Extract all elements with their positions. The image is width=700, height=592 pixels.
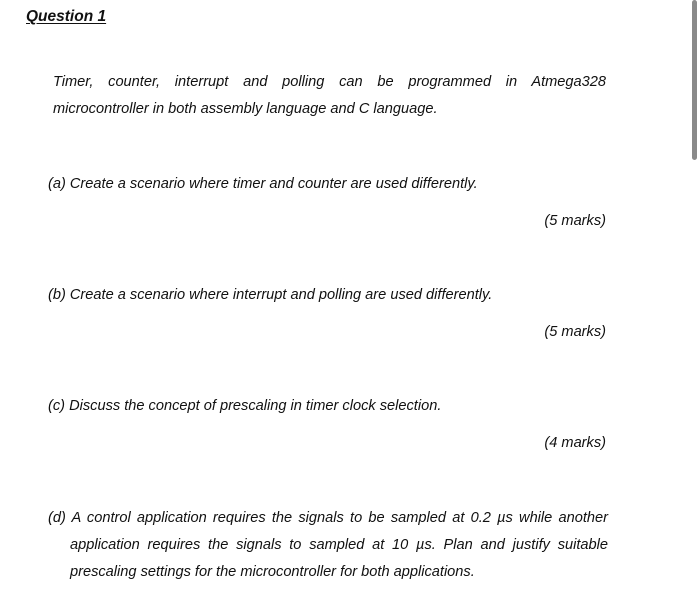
vertical-scrollbar[interactable] (692, 0, 697, 160)
part-b-marks: (5 marks) (544, 324, 606, 340)
part-c-marks: (4 marks) (544, 435, 606, 451)
question-intro (53, 69, 606, 123)
intro-line-1: Timer, counter, interrupt and polling can be programmed in Atmega328 (53, 74, 606, 90)
intro-line-2: microcontroller in both assembly language and C language. (53, 101, 438, 117)
part-a-marks: (5 marks) (544, 213, 606, 229)
question-title: Question 1 (26, 8, 107, 25)
part-d-line-3: prescaling settings for the microcontroller for both applications. (70, 564, 475, 580)
part-d (48, 505, 608, 586)
part-c-text: (c) Discuss the concept of prescaling in timer clock selection. (48, 398, 442, 414)
part-d-line-2: application requires the signals to sampled at 10 µs. Plan and justify suitable (70, 537, 608, 553)
part-a-text: (a) Create a scenario where timer and counter are used differently. (48, 176, 478, 192)
part-b-text: (b) Create a scenario where interrupt and polling are used differently. (48, 287, 493, 303)
part-d-line-1: (d) A control application requires the signals to be sampled at 0.2 µs while another (48, 510, 608, 526)
